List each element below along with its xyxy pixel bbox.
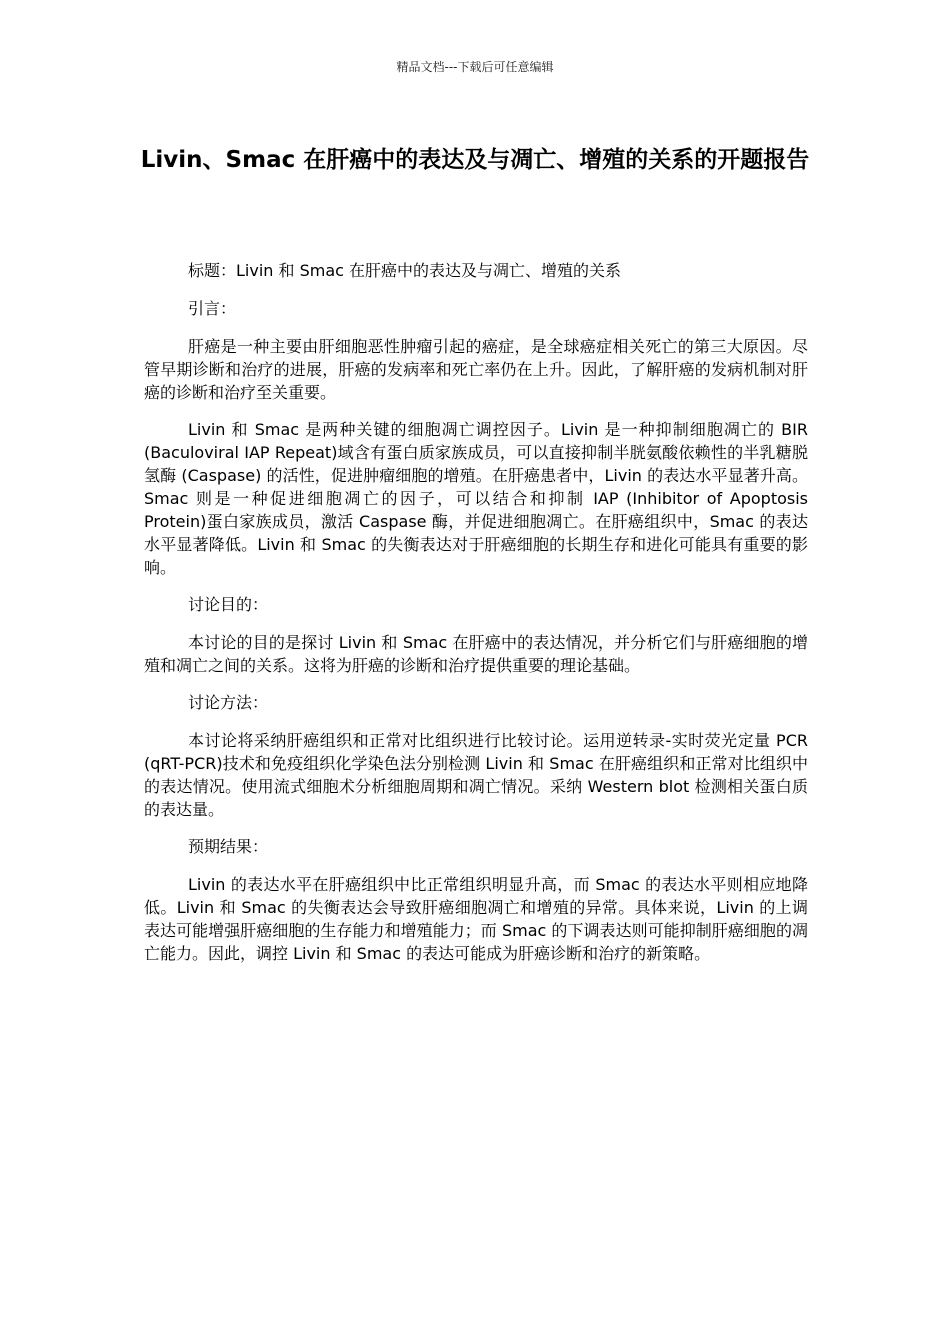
section-heading-intro: 引言： [188, 299, 237, 318]
methods-paragraph: 本讨论将采纳肝癌组织和正常对比组织进行比较讨论。运用逆转录-实时荧光定量 PCR (qRT-PCR)技术和免疫组织化学染色法分别检测 Livin 和 Smac 在肝癌组织和正常对比组织中的表达情况。使用流式细胞术分析细胞周期和凋亡情况。采纳 Western blot 检测相关蛋白质的表达量。 [144, 731, 808, 819]
document-body [144, 259, 808, 979]
results-paragraph: Livin 的表达水平在肝癌组织中比正常组织明显升高，而 Smac 的表达水平则相应地降低。Livin 和 Smac 的失衡表达会导致肝癌细胞凋亡和增殖的异常。具体来说，Livin 的上调表达可能增强肝癌细胞的生存能力和增殖能力；而 Smac 的下调表达则可能抑制肝癌细胞的凋亡能力。因此，调控 Livin 和 Smac 的表达可能成为肝癌诊断和治疗的新策略。 [144, 875, 808, 963]
intro-paragraph-1: 肝癌是一种主要由肝细胞恶性肿瘤引起的癌症，是全球癌症相关死亡的第三大原因。尽管早期诊断和治疗的进展，肝癌的发病率和死亡率仍在上升。因此，了解肝癌的发病机制对肝癌的诊断和治疗至关重要。 [144, 337, 808, 402]
page-header: 精品文档---下载后可任意编辑 [396, 60, 554, 74]
intro-paragraph-2: Livin 和 Smac 是两种关键的细胞凋亡调控因子。Livin 是一种抑制细胞凋亡的 BIR (Baculoviral IAP Repeat)域含有蛋白质家族成员，可以直接抑制半胱氨酸依赖性的半乳糖脱氢酶 (Caspase) 的活性，促进肿瘤细胞的增殖。在肝癌患者中，Livin 的表达水平显著升高。Smac 则是一种促进细胞凋亡的因子，可以结合和抑制 IAP (Inhibitor of Apoptosis Protein)蛋白家族成员，激活 Caspase 酶，并促进细胞凋亡。在肝癌组织中，Smac 的表达水平显著降低。Livin 和 Smac 的失衡表达对于肝癌细胞的长期生存和进化可能具有重要的影响。 [144, 420, 808, 577]
purpose-paragraph: 本讨论的目的是探讨 Livin 和 Smac 在肝癌中的表达情况，并分析它们与肝癌细胞的增殖和凋亡之间的关系。这将为肝癌的诊断和治疗提供重要的理论基础。 [144, 633, 808, 675]
section-heading-methods: 讨论方法： [188, 693, 269, 712]
subject-line: 标题：Livin 和 Smac 在肝癌中的表达及与凋亡、增殖的关系 [188, 261, 622, 280]
section-heading-purpose: 讨论目的： [188, 595, 269, 614]
document-title: Livin、Smac 在肝癌中的表达及与凋亡、增殖的关系的开题报告 [140, 147, 810, 173]
section-heading-results: 预期结果： [188, 837, 269, 856]
